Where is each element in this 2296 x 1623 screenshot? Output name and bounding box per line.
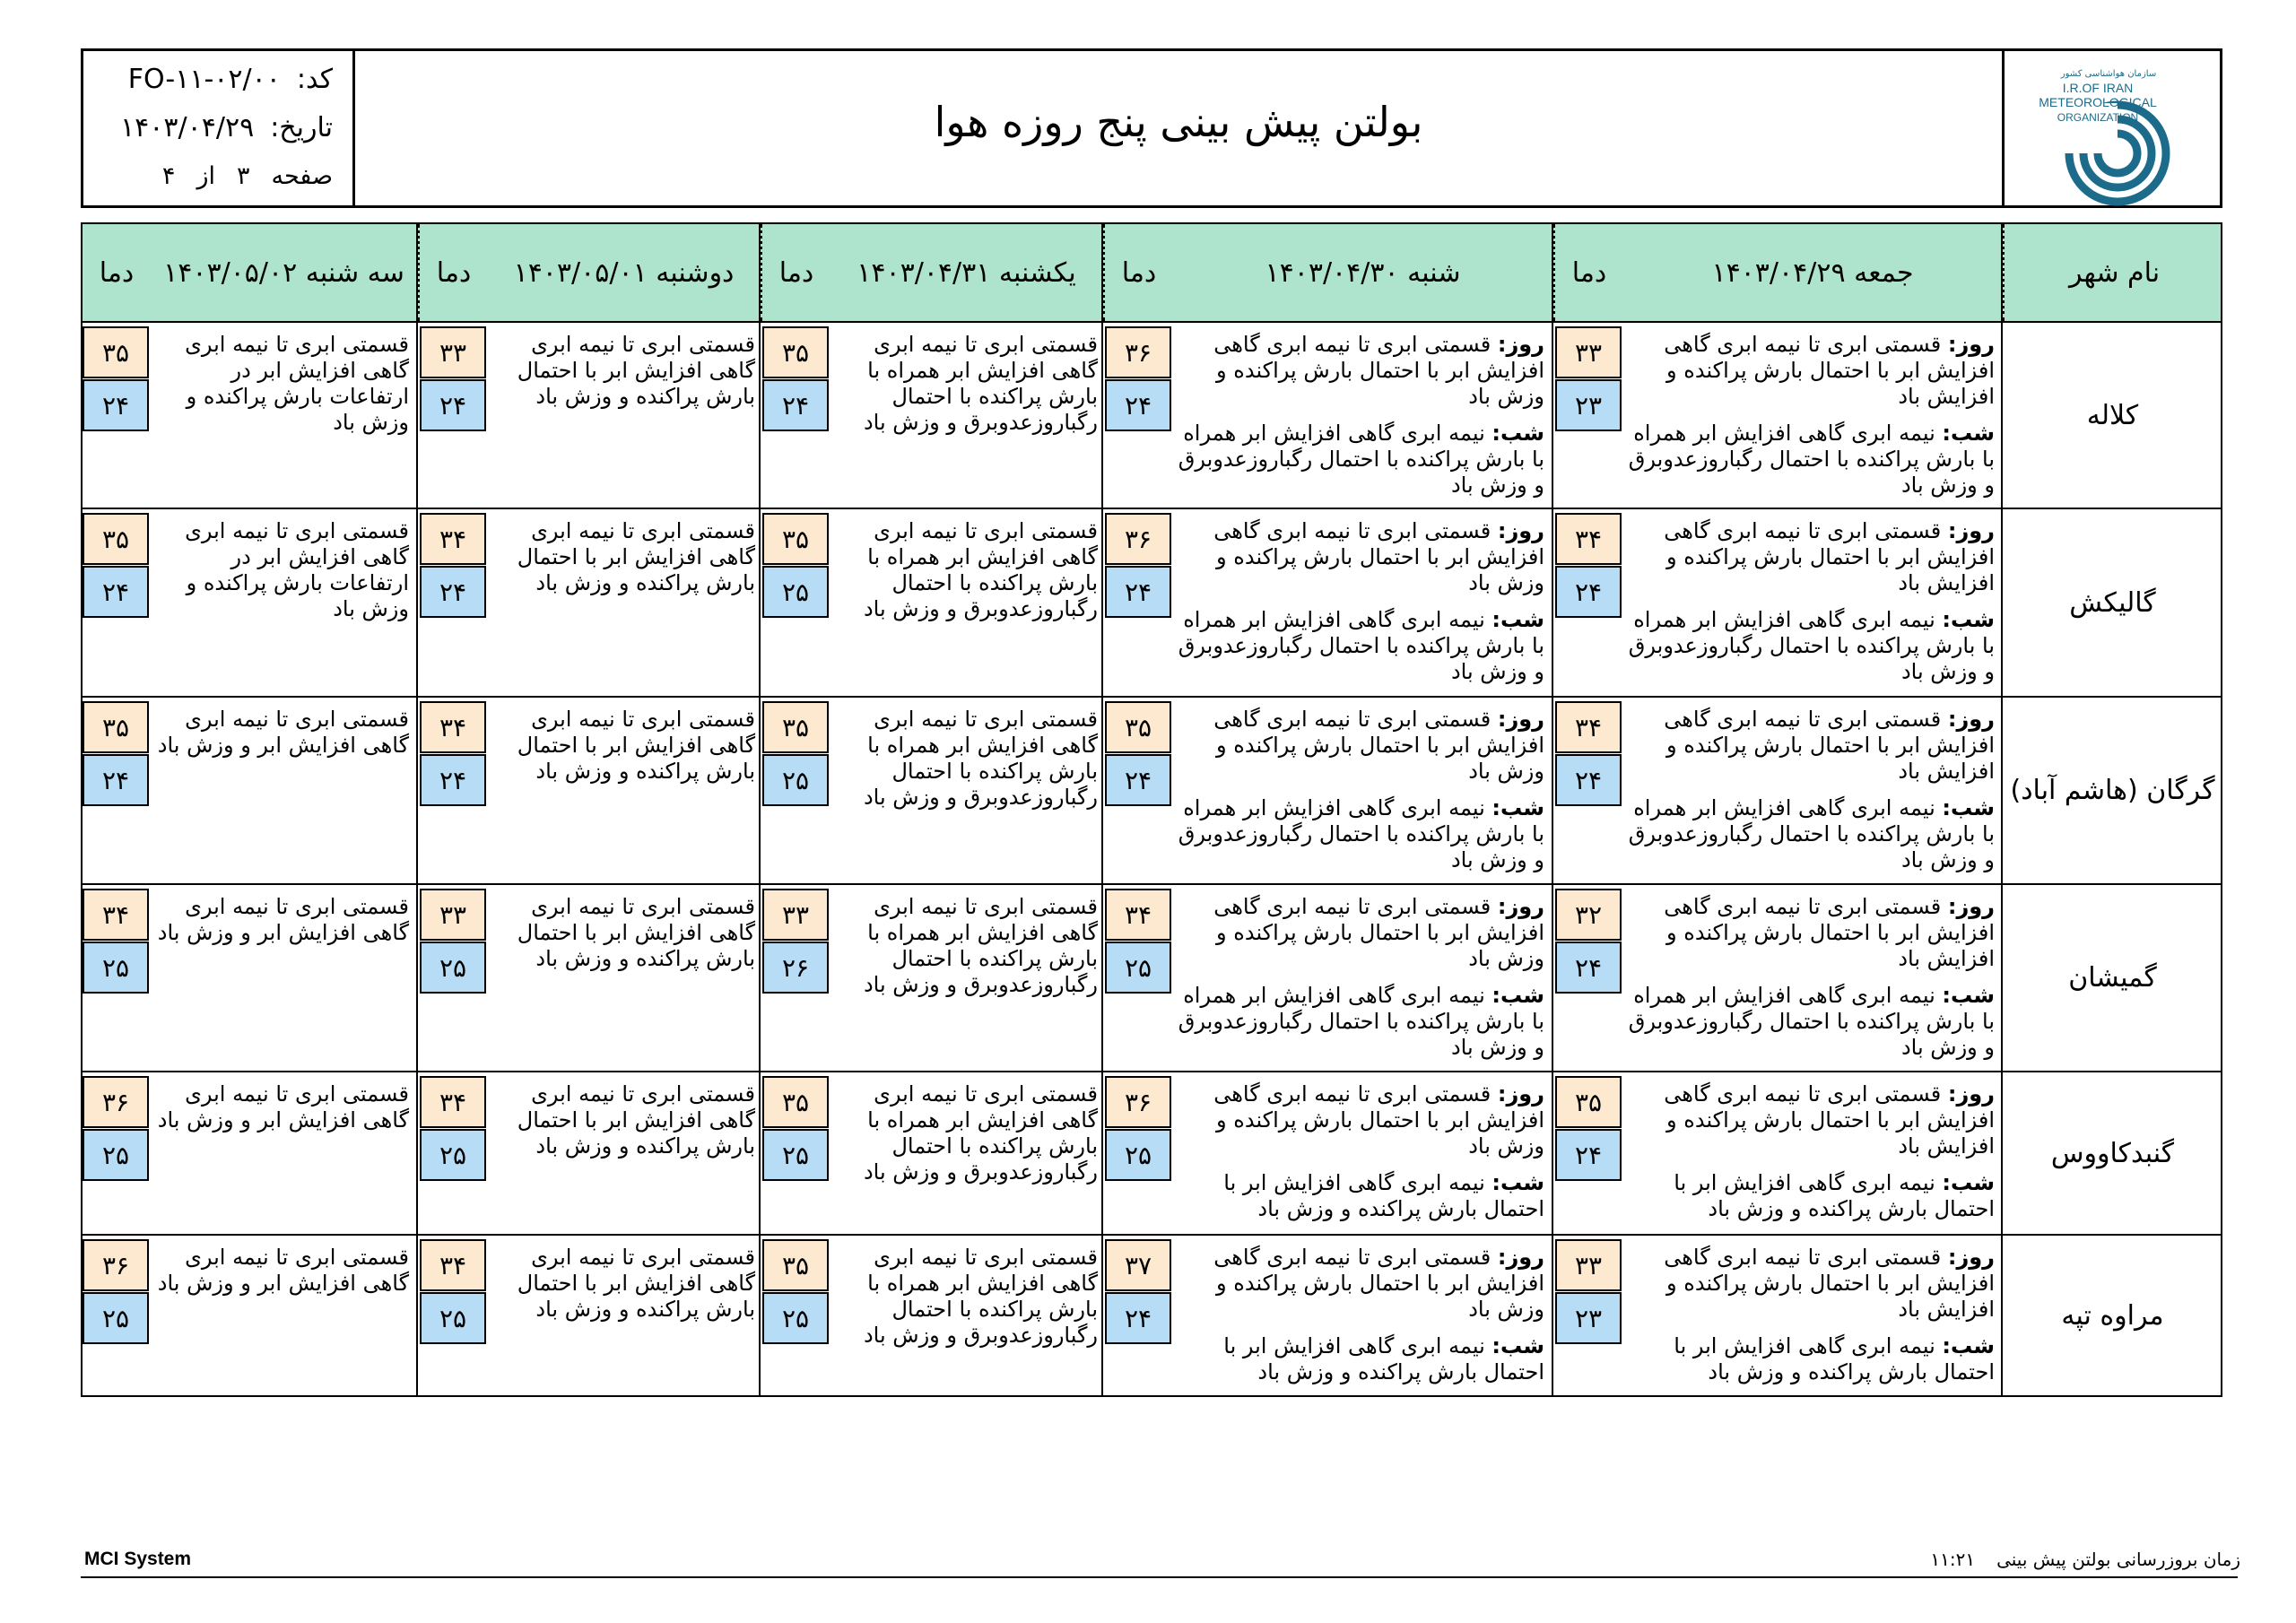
page-total: ۴ (161, 162, 176, 190)
update-info (1930, 1549, 2240, 1570)
forecast-text-d5: قسمتی ابری تا نیمه ابری گاهی افزایش ابر و وزش باد (157, 1081, 409, 1133)
max-temp-d5: ۳۶ (83, 1239, 149, 1291)
day-forecast (1175, 707, 1544, 785)
max-temp-d2: ۳۶ (1105, 326, 1171, 378)
city-header: نام شهر (2068, 256, 2161, 289)
bulletin-header (81, 48, 2222, 208)
max-temp-d3: ۳۵ (762, 513, 829, 565)
max-temp-d4: ۳۴ (420, 513, 486, 565)
day-prefix: روز: (1497, 332, 1544, 357)
date-row (120, 112, 333, 143)
day-forecast (1175, 1245, 1544, 1323)
day-forecast (1625, 518, 1995, 596)
day-forecast-text: قسمتی ابری تا نیمه ابری گاهی افزایش ابر با احتمال بارش پراکنده و وزش باد (1213, 332, 1544, 409)
forecast-text-d3: قسمتی ابری تا نیمه ابری گاهی افزایش ابر همراه با بارش پراکنده با احتمال رگباروزعدوبرق و وزش باد (863, 518, 1098, 621)
page-row (162, 162, 333, 190)
max-temp-d3: ۳۵ (762, 701, 829, 753)
day-forecast-text: قسمتی ابری تا نیمه ابری گاهی افزایش ابر با احتمال بارش پراکنده و افزایش باد (1664, 894, 1995, 971)
night-forecast (1625, 607, 1995, 685)
meteorological-organization-logo-icon (2012, 58, 2213, 206)
day-forecast-text: قسمتی ابری تا نیمه ابری گاهی افزایش ابر با احتمال بارش پراکنده و وزش باد (1213, 518, 1544, 595)
day2-header: شنبه ۱۴۰۳/۰۴/۳۰ (1173, 224, 1555, 321)
logo-line-1: I.R.OF IRAN (2062, 81, 2134, 95)
min-temp-d3: ۲۵ (762, 754, 829, 806)
day-forecast-text: قسمتی ابری تا نیمه ابری گاهی افزایش ابر با احتمال بارش پراکنده و وزش باد (1213, 1081, 1544, 1159)
table-row (81, 509, 2222, 698)
max-temp-d5: ۳۴ (83, 889, 149, 941)
forecast-text-d3: قسمتی ابری تا نیمه ابری گاهی افزایش ابر همراه با بارش پراکنده با احتمال رگباروزعدوبرق و وزش باد (863, 894, 1098, 997)
min-temp-d5: ۲۵ (83, 1129, 149, 1181)
min-temp-d3: ۲۵ (762, 566, 829, 618)
update-label: زمان بروزرسانی بولتن پیش بینی (1996, 1549, 2240, 1570)
max-temp-d4: ۳۳ (420, 889, 486, 941)
night-prefix: شب: (1942, 983, 1995, 1008)
day1-header: جمعه ۱۴۰۳/۰۴/۲۹ (1623, 224, 2005, 321)
temp-header-day2: دما (1121, 256, 1157, 289)
table-row (81, 1072, 2222, 1236)
max-temp-d4: ۳۴ (420, 1239, 486, 1291)
day-prefix: روز: (1947, 518, 1995, 543)
grid-line (759, 222, 761, 1397)
day-forecast (1625, 1081, 1995, 1159)
document-info-box (83, 51, 355, 205)
min-temp-d3: ۲۴ (762, 379, 829, 431)
min-temp-d3: ۲۵ (762, 1129, 829, 1181)
day-prefix: روز: (1497, 1081, 1544, 1107)
max-temp-d1: ۳۳ (1555, 1239, 1622, 1291)
max-temp-d2: ۳۵ (1105, 701, 1171, 753)
night-prefix: شب: (1492, 983, 1544, 1008)
forecast-text-d2 (1175, 1245, 1544, 1396)
table-row (81, 1236, 2222, 1397)
min-temp-d4: ۲۴ (420, 566, 486, 618)
min-temp-d2: ۲۵ (1105, 1129, 1171, 1181)
min-temp-d4: ۲۴ (420, 754, 486, 806)
max-temp-d3: ۳۵ (762, 1076, 829, 1128)
min-temp-d1: ۲۴ (1555, 754, 1622, 806)
min-temp-d5: ۲۵ (83, 1292, 149, 1344)
night-forecast-text: نیمه ابری گاهی افزایش ابر همراه با بارش پراکنده با احتمال رگباروزعدوبرق و وزش باد (1628, 607, 1995, 684)
night-forecast-text: نیمه ابری گاهی افزایش ابر همراه با بارش پراکنده با احتمال رگباروزعدوبرق و وزش باد (1178, 421, 1544, 498)
forecast-text-d2 (1175, 1081, 1544, 1233)
table-row (81, 698, 2222, 885)
min-temp-d4: ۲۵ (420, 1129, 486, 1181)
city-name: مراوه تپه (2061, 1299, 2164, 1332)
code-row (128, 64, 333, 95)
page-title: بولتن پیش بینی پنج روزه هوا (934, 98, 1423, 146)
day-prefix: روز: (1497, 1245, 1544, 1270)
max-temp-d3: ۳۵ (762, 1239, 829, 1291)
forecast-text-d1 (1625, 332, 1995, 509)
grid-line (2001, 222, 2003, 1397)
day-forecast-text: قسمتی ابری تا نیمه ابری گاهی افزایش ابر با احتمال بارش پراکنده و وزش باد (1213, 894, 1544, 971)
day-prefix: روز: (1497, 518, 1544, 543)
night-forecast (1625, 983, 1995, 1061)
day-forecast (1175, 1081, 1544, 1159)
night-forecast-text: نیمه ابری گاهی افزایش ابر با احتمال بارش پراکنده و وزش باد (1223, 1170, 1544, 1221)
night-prefix: شب: (1942, 1333, 1995, 1358)
min-temp-d2: ۲۴ (1105, 566, 1171, 618)
forecast-text-d2 (1175, 518, 1544, 696)
night-forecast (1175, 795, 1544, 873)
night-forecast (1625, 421, 1995, 499)
logo-line-2: METEOROLOGICAL (2039, 95, 2157, 109)
logo (2002, 51, 2220, 205)
day-prefix: روز: (1947, 707, 1995, 732)
day-forecast-text: قسمتی ابری تا نیمه ابری گاهی افزایش ابر با احتمال بارش پراکنده و افزایش باد (1664, 707, 1995, 784)
day-prefix: روز: (1497, 707, 1544, 732)
temp-header-day3: دما (778, 256, 814, 289)
min-temp-d2: ۲۴ (1105, 1292, 1171, 1344)
max-temp-d1: ۳۵ (1555, 1076, 1622, 1128)
min-temp-d5: ۲۴ (83, 566, 149, 618)
code-value: FO-۱۱-۰۲/۰۰ (127, 64, 281, 95)
forecast-text-d5: قسمتی ابری تا نیمه ابری گاهی افزایش ابر و وزش باد (157, 894, 409, 945)
max-temp-d3: ۳۵ (762, 326, 829, 378)
page-of: از (196, 162, 215, 190)
forecast-text-d1 (1625, 1081, 1995, 1233)
max-temp-d5: ۳۶ (83, 1076, 149, 1128)
day-forecast (1625, 894, 1995, 972)
logo-line-3: ORGANIZATION (2057, 111, 2139, 124)
forecast-text-d2 (1175, 707, 1544, 884)
max-temp-d5: ۳۵ (83, 701, 149, 753)
footer-divider (81, 1576, 2238, 1578)
min-temp-d1: ۲۳ (1555, 379, 1622, 431)
night-forecast-text: نیمه ابری گاهی افزایش ابر همراه با بارش پراکنده با احتمال رگباروزعدوبرق و وزش باد (1628, 983, 1995, 1060)
min-temp-d3: ۲۶ (762, 942, 829, 994)
min-temp-d2: ۲۴ (1105, 379, 1171, 431)
day3-header: یکشنبه ۱۴۰۳/۰۴/۳۱ (831, 224, 1105, 321)
min-temp-d5: ۲۴ (83, 754, 149, 806)
min-temp-d1: ۲۴ (1555, 1129, 1622, 1181)
max-temp-d2: ۳۷ (1105, 1239, 1171, 1291)
min-temp-d5: ۲۵ (83, 942, 149, 994)
night-prefix: شب: (1492, 421, 1544, 446)
temp-header-day4: دما (436, 256, 472, 289)
grid-line (1552, 222, 1553, 1397)
night-prefix: شب: (1492, 1333, 1544, 1358)
forecast-text-d5: قسمتی ابری تا نیمه ابری گاهی افزایش ابر و وزش باد (157, 707, 409, 758)
city-name: گنبدکاووس (2050, 1137, 2175, 1169)
forecast-text-d4: قسمتی ابری تا نیمه ابری گاهی افزایش ابر با احتمال بارش پراکنده و وزش باد (517, 332, 755, 409)
min-temp-d2: ۲۵ (1105, 942, 1171, 994)
night-forecast (1175, 1333, 1544, 1385)
max-temp-d2: ۳۶ (1105, 513, 1171, 565)
logo-text-fa: سازمان هواشناسی کشور (2060, 69, 2157, 79)
update-time: ۱۱:۲۱ (1930, 1549, 1976, 1570)
night-prefix: شب: (1942, 1170, 1995, 1195)
day-forecast-text: قسمتی ابری تا نیمه ابری گاهی افزایش ابر با احتمال بارش پراکنده و افزایش باد (1664, 1081, 1995, 1159)
night-prefix: شب: (1492, 795, 1544, 820)
day5-header: سه شنبه ۱۴۰۳/۰۵/۰۲ (151, 224, 420, 321)
city-name: گمیشان (2068, 962, 2157, 994)
min-temp-d4: ۲۵ (420, 942, 486, 994)
forecast-table (81, 222, 2222, 1397)
forecast-text-d3: قسمتی ابری تا نیمه ابری گاهی افزایش ابر همراه با بارش پراکنده با احتمال رگباروزعدوبرق و وزش باد (863, 332, 1098, 435)
day-forecast (1625, 1245, 1995, 1323)
day-prefix: روز: (1947, 894, 1995, 919)
max-temp-d2: ۳۴ (1105, 889, 1171, 941)
code-label: کد: (296, 64, 333, 95)
forecast-text-d3: قسمتی ابری تا نیمه ابری گاهی افزایش ابر همراه با بارش پراکنده با احتمال رگباروزعدوبرق و وزش باد (863, 707, 1098, 810)
max-temp-d4: ۳۴ (420, 1076, 486, 1128)
night-forecast (1175, 1170, 1544, 1222)
max-temp-d4: ۳۳ (420, 326, 486, 378)
temp-header-day1: دما (1571, 256, 1607, 289)
grid-line (81, 222, 83, 1397)
forecast-text-d4: قسمتی ابری تا نیمه ابری گاهی افزایش ابر با احتمال بارش پراکنده و وزش باد (517, 707, 755, 784)
grid-line (1101, 222, 1103, 1397)
night-prefix: شب: (1492, 607, 1544, 632)
night-forecast-text: نیمه ابری گاهی افزایش ابر همراه با بارش پراکنده با احتمال رگباروزعدوبرق و وزش باد (1628, 421, 1995, 498)
city-name: کلاله (2086, 399, 2139, 431)
min-temp-d4: ۲۵ (420, 1292, 486, 1344)
grid-line (416, 222, 418, 1397)
forecast-text-d5: قسمتی ابری تا نیمه ابری گاهی افزایش ابر در ارتفاعات بارش پراکنده و وزش باد (185, 518, 409, 621)
forecast-text-d5: قسمتی ابری تا نیمه ابری گاهی افزایش ابر و وزش باد (157, 1245, 409, 1296)
forecast-text-d1 (1625, 894, 1995, 1072)
max-temp-d2: ۳۶ (1105, 1076, 1171, 1128)
forecast-text-d3: قسمتی ابری تا نیمه ابری گاهی افزایش ابر همراه با بارش پراکنده با احتمال رگباروزعدوبرق و وزش باد (863, 1081, 1098, 1185)
date-label: تاریخ: (270, 112, 333, 143)
forecast-text-d4: قسمتی ابری تا نیمه ابری گاهی افزایش ابر با احتمال بارش پراکنده و وزش باد (517, 518, 755, 595)
night-prefix: شب: (1942, 421, 1995, 446)
day-forecast-text: قسمتی ابری تا نیمه ابری گاهی افزایش ابر با احتمال بارش پراکنده و وزش باد (1213, 1245, 1544, 1322)
day-prefix: روز: (1947, 1081, 1995, 1107)
max-temp-d1: ۳۴ (1555, 701, 1622, 753)
day-forecast (1175, 894, 1544, 972)
night-forecast-text: نیمه ابری گاهی افزایش ابر با احتمال بارش پراکنده و وزش باد (1674, 1333, 1995, 1384)
temp-header-day5: دما (99, 256, 135, 289)
day-forecast-text: قسمتی ابری تا نیمه ابری گاهی افزایش ابر با احتمال بارش پراکنده و افزایش باد (1664, 332, 1995, 409)
forecast-text-d5: قسمتی ابری تا نیمه ابری گاهی افزایش ابر در ارتفاعات بارش پراکنده و وزش باد (185, 332, 409, 435)
max-temp-d1: ۳۳ (1555, 326, 1622, 378)
city-name: گرگان (هاشم آباد) (2010, 775, 2215, 806)
max-temp-d5: ۳۵ (83, 513, 149, 565)
min-temp-d4: ۲۴ (420, 379, 486, 431)
day-forecast (1175, 332, 1544, 410)
day-prefix: روز: (1947, 332, 1995, 357)
day-prefix: روز: (1947, 1245, 1995, 1270)
forecast-text-d2 (1175, 332, 1544, 509)
min-temp-d1: ۲۴ (1555, 942, 1622, 994)
night-forecast (1175, 983, 1544, 1061)
table-row (81, 885, 2222, 1072)
forecast-text-d1 (1625, 707, 1995, 884)
page-number: ۳ (236, 162, 250, 190)
day-forecast (1175, 518, 1544, 596)
max-temp-d1: ۳۲ (1555, 889, 1622, 941)
night-forecast-text: نیمه ابری گاهی افزایش ابر با احتمال بارش پراکنده و وزش باد (1674, 1170, 1995, 1221)
night-prefix: شب: (1942, 607, 1995, 632)
forecast-text-d1 (1625, 518, 1995, 696)
min-temp-d1: ۲۳ (1555, 1292, 1622, 1344)
night-forecast (1625, 1333, 1995, 1385)
night-prefix: شب: (1492, 1170, 1544, 1195)
max-temp-d4: ۳۴ (420, 701, 486, 753)
grid-line (2221, 222, 2222, 1397)
night-forecast (1625, 1170, 1995, 1222)
night-forecast (1625, 795, 1995, 873)
min-temp-d3: ۲۵ (762, 1292, 829, 1344)
forecast-text-d4: قسمتی ابری تا نیمه ابری گاهی افزایش ابر با احتمال بارش پراکنده و وزش باد (517, 1081, 755, 1159)
day-forecast-text: قسمتی ابری تا نیمه ابری گاهی افزایش ابر با احتمال بارش پراکنده و افزایش باد (1664, 518, 1995, 595)
date-value: ۱۴۰۳/۰۴/۲۹ (120, 112, 255, 143)
forecast-text-d2 (1175, 894, 1544, 1072)
system-label: MCI System (84, 1549, 192, 1569)
min-temp-d2: ۲۴ (1105, 754, 1171, 806)
night-forecast (1175, 421, 1544, 499)
night-prefix: شب: (1942, 795, 1995, 820)
min-temp-d1: ۲۴ (1555, 566, 1622, 618)
forecast-text-d4: قسمتی ابری تا نیمه ابری گاهی افزایش ابر با احتمال بارش پراکنده و وزش باد (517, 894, 755, 971)
night-forecast-text: نیمه ابری گاهی افزایش ابر همراه با بارش پراکنده با احتمال رگباروزعدوبرق و وزش باد (1628, 795, 1995, 872)
day-forecast (1625, 707, 1995, 785)
day4-header: دوشنبه ۱۴۰۳/۰۵/۰۱ (488, 224, 762, 321)
min-temp-d5: ۲۴ (83, 379, 149, 431)
day-prefix: روز: (1497, 894, 1544, 919)
table-row (81, 323, 2222, 509)
forecast-text-d1 (1625, 1245, 1995, 1396)
city-name: گالیکش (2069, 586, 2156, 619)
day-forecast-text: قسمتی ابری تا نیمه ابری گاهی افزایش ابر با احتمال بارش پراکنده و افزایش باد (1664, 1245, 1995, 1322)
forecast-text-d4: قسمتی ابری تا نیمه ابری گاهی افزایش ابر با احتمال بارش پراکنده و وزش باد (517, 1245, 755, 1322)
night-forecast-text: نیمه ابری گاهی افزایش ابر همراه با بارش پراکنده با احتمال رگباروزعدوبرق و وزش باد (1178, 983, 1544, 1060)
forecast-text-d3: قسمتی ابری تا نیمه ابری گاهی افزایش ابر همراه با بارش پراکنده با احتمال رگباروزعدوبرق و وزش باد (863, 1245, 1098, 1348)
day-forecast-text: قسمتی ابری تا نیمه ابری گاهی افزایش ابر با احتمال بارش پراکنده و وزش باد (1213, 707, 1544, 784)
max-temp-d5: ۳۵ (83, 326, 149, 378)
max-temp-d1: ۳۴ (1555, 513, 1622, 565)
max-temp-d3: ۳۳ (762, 889, 829, 941)
day-forecast (1625, 332, 1995, 410)
night-forecast (1175, 607, 1544, 685)
table-header-row (81, 222, 2222, 323)
night-forecast-text: نیمه ابری گاهی افزایش ابر با احتمال بارش پراکنده و وزش باد (1223, 1333, 1544, 1384)
night-forecast-text: نیمه ابری گاهی افزایش ابر همراه با بارش پراکنده با احتمال رگباروزعدوبرق و وزش باد (1178, 607, 1544, 684)
page-label: صفحه (271, 162, 333, 190)
night-forecast-text: نیمه ابری گاهی افزایش ابر همراه با بارش پراکنده با احتمال رگباروزعدوبرق و وزش باد (1178, 795, 1544, 872)
